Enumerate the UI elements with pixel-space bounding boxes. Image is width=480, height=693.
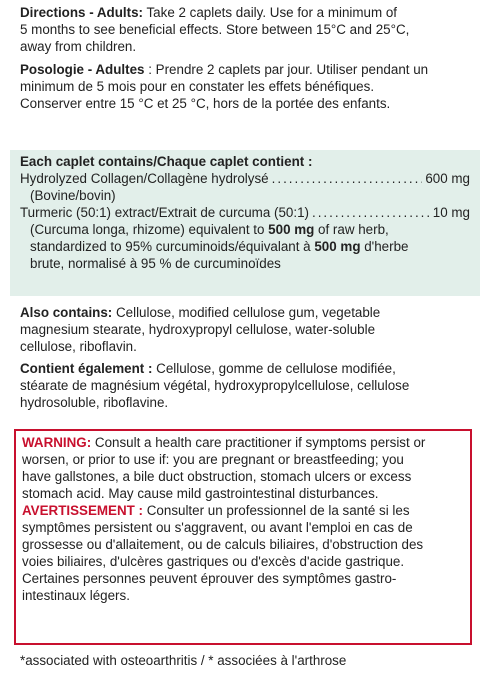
directions-en-line: 5 months to see beneficial effects. Store between 15°C and 25°C, <box>20 22 410 37</box>
turmeric-detail: standardized to 95% curcuminoids/équivalant à 500 mg d'herbe <box>30 239 409 254</box>
contents-section <box>20 153 470 272</box>
warning-fr-line: Certaines personnes peuvent éprouver des symptômes gastro- <box>22 571 397 586</box>
directions-fr-label: Posologie - Adultes <box>20 62 145 77</box>
ingredient-row-turmeric <box>20 204 470 221</box>
also-en-line: magnesium stearate, hydroxypropyl cellulose, water-soluble <box>20 322 376 337</box>
also-en-label: Also contains: <box>20 305 113 320</box>
also-fr: Contient également : Cellulose, gomme de cellulose modifiée, <box>20 361 396 376</box>
warning-fr: AVERTISSEMENT : Consulter un professionnel de la santé si les <box>22 503 410 518</box>
also-en-line: cellulose, riboflavin. <box>20 339 137 354</box>
warning-fr-label: AVERTISSEMENT : <box>22 503 144 518</box>
ingredient-name: Turmeric (50:1) extract/Extrait de curcuma (50:1) <box>20 205 309 220</box>
ingredient-name: Hydrolyzed Collagen/Collagène hydrolysé <box>20 171 269 186</box>
warning-fr-line: grossesse ou d'allaitement, ou de calculs biliaires, d'obstruction des <box>22 537 424 552</box>
warning-en: WARNING: Consult a health care practitioner if symptoms persist or <box>22 435 426 450</box>
contents-heading: Each caplet contains/Chaque caplet contient : <box>20 154 313 169</box>
warning-en-line: have gallstones, a bile duct obstruction, stomach ulcers or excess <box>22 469 412 484</box>
also-en: Also contains: Cellulose, modified cellulose gum, vegetable <box>20 305 381 320</box>
ingredient-row-collagen <box>20 170 470 187</box>
leader-dots <box>272 170 423 187</box>
directions-fr-line: minimum de 5 mois pour en constater les effets bénéfiques. <box>20 79 375 94</box>
also-fr-label: Contient également : <box>20 361 153 376</box>
warning-en-line: worsen, or prior to use if: you are pregnant or breastfeeding; you <box>22 452 404 467</box>
warning-en-line: stomach acid. May cause mild gastrointestinal disturbances. <box>22 486 379 501</box>
also-fr-line: hydrosoluble, riboflavine. <box>20 395 169 410</box>
ingredient-amount: 10 mg <box>432 205 470 220</box>
directions-en: Directions - Adults: Take 2 caplets daily. Use for a minimum of <box>20 5 398 20</box>
warning-section <box>22 434 468 604</box>
warning-fr-line: intestinaux légers. <box>22 588 130 603</box>
also-fr-line: stéarate de magnésium végétal, hydroxypropylcellulose, cellulose <box>20 378 410 393</box>
turmeric-detail: brute, normalisé à 95 % de curcuminoïdes <box>30 256 281 271</box>
directions-fr: Posologie - Adultes : Prendre 2 caplets par jour. Utiliser pendant un <box>20 62 429 77</box>
also-contains-section <box>20 304 470 411</box>
ingredient-source: (Bovine/bovin) <box>30 188 116 203</box>
warning-en-label: WARNING: <box>22 435 92 450</box>
ingredient-amount: 600 mg <box>425 171 470 186</box>
directions-en-line: away from children. <box>20 39 137 54</box>
directions-section <box>20 4 470 112</box>
directions-en-label: Directions - Adults: <box>20 5 143 20</box>
footnote: *associated with osteoarthritis / * associées à l'arthrose <box>20 653 347 668</box>
leader-dots <box>312 204 430 221</box>
warning-fr-line: voies biliaires, d'ulcères gastriques ou d'excès d'acide gastrique. <box>22 554 405 569</box>
turmeric-detail: (Curcuma longa, rhizome) equivalent to 500 mg of raw herb, <box>30 222 389 237</box>
warning-fr-line: symptômes persistent ou s'aggravent, ou avant l'emploi en cas de <box>22 520 413 535</box>
directions-fr-line: Conserver entre 15 °C et 25 °C, hors de la portée des enfants. <box>20 96 391 111</box>
